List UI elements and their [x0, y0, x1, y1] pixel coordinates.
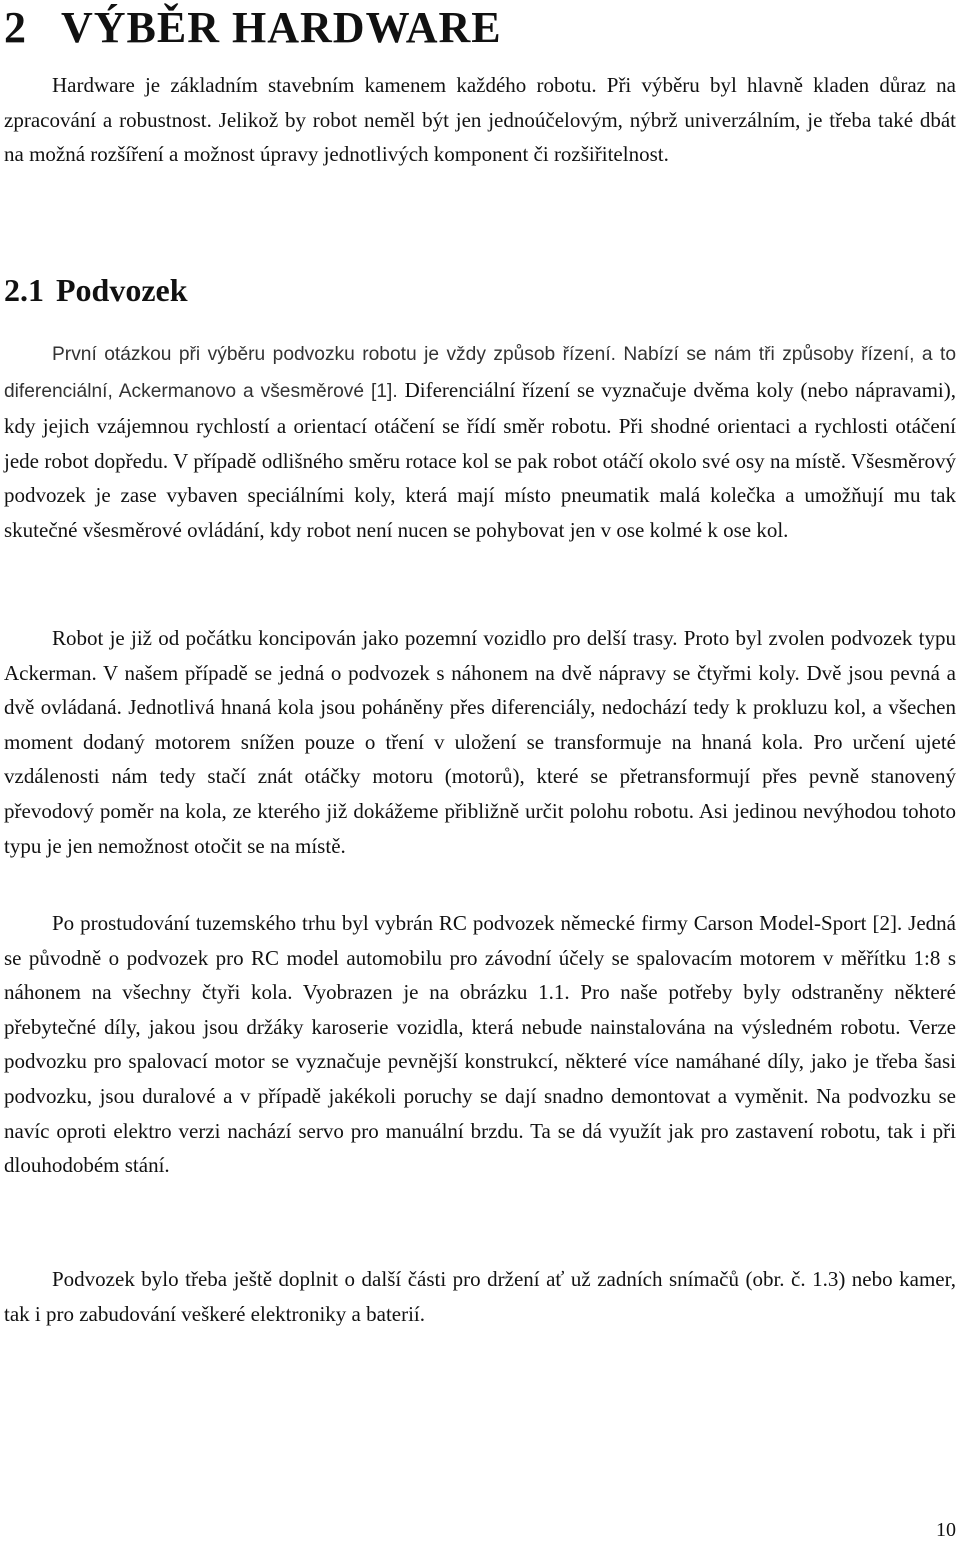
document-page	[4, 0, 956, 1326]
section-title: Podvozek	[56, 272, 188, 308]
paragraph-steering-serif-text: Diferenciální řízení se vyznačuje dvěma koly (nebo nápravami), kdy jejich vzájemnou rychlostí a orientací otáčení se řídí směr robotu. Při shodné orientaci a rychlosti otáčení jede robot dopředu. V případě odlišného směru rotace kol se pak robot otáčí okolo své osy na místě. Všesměrový podvozek je zase vybaven speciálními koly, která mají místo pneumatik malá kolečka a umožňují mu tak skutečné všesměrové ovládání, kdy robot není nucen se pohybovat jen v ose kolmé k ose kol.	[4, 377, 956, 542]
paragraph-ackerman: Robot je již od počátku koncipován jako pozemní vozidlo pro delší trasy. Proto byl zvolen podvozek typu Ackerman. V našem případě se jedná o podvozek s náhonem na dvě nápravy se čtyřmi koly. Dvě jsou pevná a dvě ovládaná. Jednotlivá hnaná kola jsou poháněny přes diferenciály, nedochází tedy k prokluzu kol, a všechen moment dodaný motorem snížen pouze o tření v uložení se transformuje na hnaná kola. Pro určení ujeté vzdálenosti nám tedy stačí znát otáčky motoru (motorů), které se přetransformují přes pevně stanovený převodový poměr na kola, ze kterého již dokážeme přibližně určit polohu robotu. Asi jedinou nevýhodou tohoto typu je jen nemožnost otočit se na místě.	[4, 626, 956, 858]
page-number: 10	[936, 1519, 956, 1541]
paragraph-steering-sans-text: První otázkou při výběru podvozku robotu je vždy způsob řízení. Nabízí se nám tři způsoby řízení, a to diferenciální, Ackermanovo a všesměrové [1].	[4, 344, 956, 402]
section-heading	[4, 270, 188, 310]
intro-paragraph: Hardware je základním stavebním kamenem každého robotu. Při výběru byl hlavně kladen důraz na zpracování a robustnost. Jelikož by robot neměl být jen jednoúčelovým, nýbrž univerzálním, je třeba také dbát na možná rozšíření a možnost úpravy jednotlivých komponent či rozšiřitelnost.	[4, 73, 956, 167]
chapter-heading	[4, 0, 956, 64]
paragraph-additions: Podvozek bylo třeba ještě doplnit o další části pro držení ať už zadních snímačů (obr. č. 1.3) nebo kamer, tak i pro zabudování veškeré elektroniky a baterií.	[4, 1267, 956, 1326]
paragraph-steering	[4, 336, 956, 548]
section-number: 2.1	[4, 272, 44, 308]
chapter-number: 2	[4, 3, 27, 52]
paragraph-carson: Po prostudování tuzemského trhu byl vybrán RC podvozek německé firmy Carson Model-Sport [2]. Jedná se původně o podvozek pro RC model automobilu pro závodní účely se spalovacím motorem v měřítku 1:8 s náhonem na všechny čtyři kola. Vyobrazen je na obrázku 1.1. Pro naše potřeby byly odstraněny některé přebytečné díly, jakou jsou držáky karoserie vozidla, která nebude nainstalována na výsledném robotu. Verze podvozku pro spalovací motor se vyznačuje pevnější konstrukcí, některé více namáhané díly, jako je třeba šasi podvozku, jsou duralové a v případě jakékoli poruchy se dají snadno demontovat a vyměnit. Na podvozku se navíc oproti elektro verzi nachází servo pro manuální brzdu. Ta se dá využít jak pro zastavení robotu, tak i při dlouhodobém stání.	[4, 911, 956, 1178]
chapter-title: VÝBĚR HARDWARE	[61, 3, 502, 52]
